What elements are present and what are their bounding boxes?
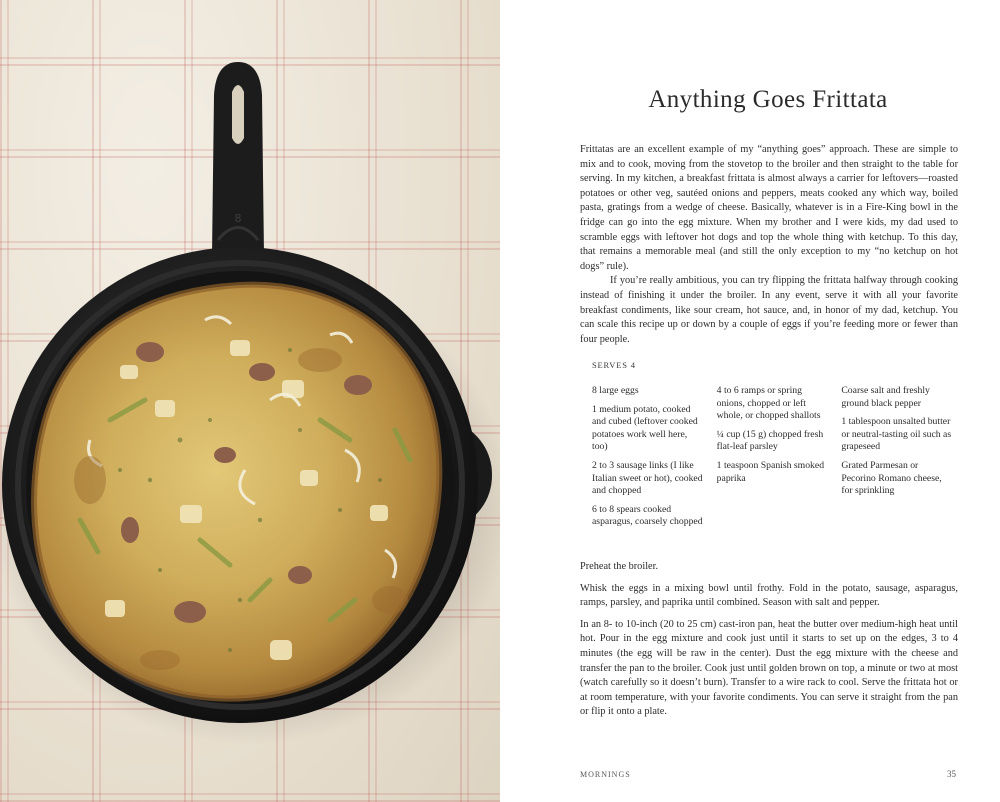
ingredient-item: Grated Parmesan or Pecorino Romano cheese, for sprinkling xyxy=(841,459,942,497)
ingredient-item: 1 tablespoon unsalted butter or neutral-tasting oil such as grapeseed xyxy=(841,416,952,453)
ingredient-item: 4 to 6 ramps or spring onions, chopped or left whole, or chopped shallots xyxy=(716,385,821,422)
recipe-intro xyxy=(580,143,958,347)
recipe-title: Anything Goes Frittata xyxy=(648,86,888,113)
recipe-method xyxy=(580,560,958,727)
ingredient-item: 1 teaspoon Spanish smoked paprika xyxy=(716,459,825,484)
serves-label: SERVES 4 xyxy=(592,360,636,370)
skillet-handle xyxy=(212,62,264,255)
method-step: Preheat the broiler. xyxy=(580,561,659,572)
ingredient-column xyxy=(717,385,828,535)
ingredient-item: 6 to 8 spears cooked asparagus, coarsely chopped xyxy=(592,503,703,528)
ingredient-item: ¼ cup (15 g) chopped fresh flat-leaf parsley xyxy=(716,428,824,453)
page-number: 35 xyxy=(947,769,956,779)
ingredient-item: 2 to 3 sausage links (I like Italian sweet or hot), cooked and chopped xyxy=(592,459,703,497)
method-step: Whisk the eggs in a mixing bowl until frothy. Fold in the potato, sausage, asparagus, ramps, parsley, and paprika until combined. Season with salt and pepper. xyxy=(580,582,958,609)
method-step: In an 8- to 10-inch (20 to 25 cm) cast-iron pan, heat the butter over medium-high heat until hot. Pour in the egg mixture and cook just until it starts to set up on the edges, 3 to 4 minutes (the egg will be raw in the center). Dust the egg mixture with the cheese and transfer the pan to the broiler. Cook just until golden brown on top, a minute or two at most (watch carefully so it doesn’t burn). Transfer to a wire rack to cool. Serve the frittata hot or at room temperature, with your favorite condiments. You can serve it straight from the pan or flip it onto a plate. xyxy=(580,618,958,718)
ingredient-item: Coarse salt and freshly ground black pepper xyxy=(841,385,930,409)
ingredient-list xyxy=(592,385,952,535)
intro-paragraph: If you’re really ambitious, you can try flipping the frittata halfway through cooking instead of finishing it under the broiler. In any event, serve it with all your favorite breakfast condiments, like sour cream, hot sauce, and, in honor of my dad, ketchup. You can scale this recipe up or down by a couple of eggs if you’re feeding more or fewer than four people. xyxy=(580,275,958,345)
ingredient-column xyxy=(592,385,703,535)
ingredient-column xyxy=(841,385,952,535)
recipe-page xyxy=(500,0,1000,802)
skillet-mark: 8 xyxy=(234,212,242,225)
frittata xyxy=(34,285,439,699)
ingredient-item: 1 medium potato, cooked and cubed (leftover cooked potatoes work well here, too) xyxy=(592,403,698,453)
ingredient-item: 8 large eggs xyxy=(592,385,639,396)
intro-paragraph: Frittatas are an excellent example of my “anything goes” approach. These are simple to mix and to cook, moving from the stovetop to the broiler and then straight to the table for serving. In my kitchen, a breakfast frittata is almost always a carrier for leftovers—roasted potatoes or other veg, sautéed onions and peppers, meats cooked any which way, boiled pasta, gratings from a wedge of cheese. Basically, whatever is in a Fire-King bowl in the fridge can go into the egg mixture. When my brother and I were kids, my dad used to scramble eggs with leftover hot dogs and top the whole thing with ketchup. To this day, that remains a memorable meal (and still the only exception to my “no ketchup on hot dogs” rule). xyxy=(580,144,958,272)
running-footer-section: MORNINGS xyxy=(580,770,631,779)
